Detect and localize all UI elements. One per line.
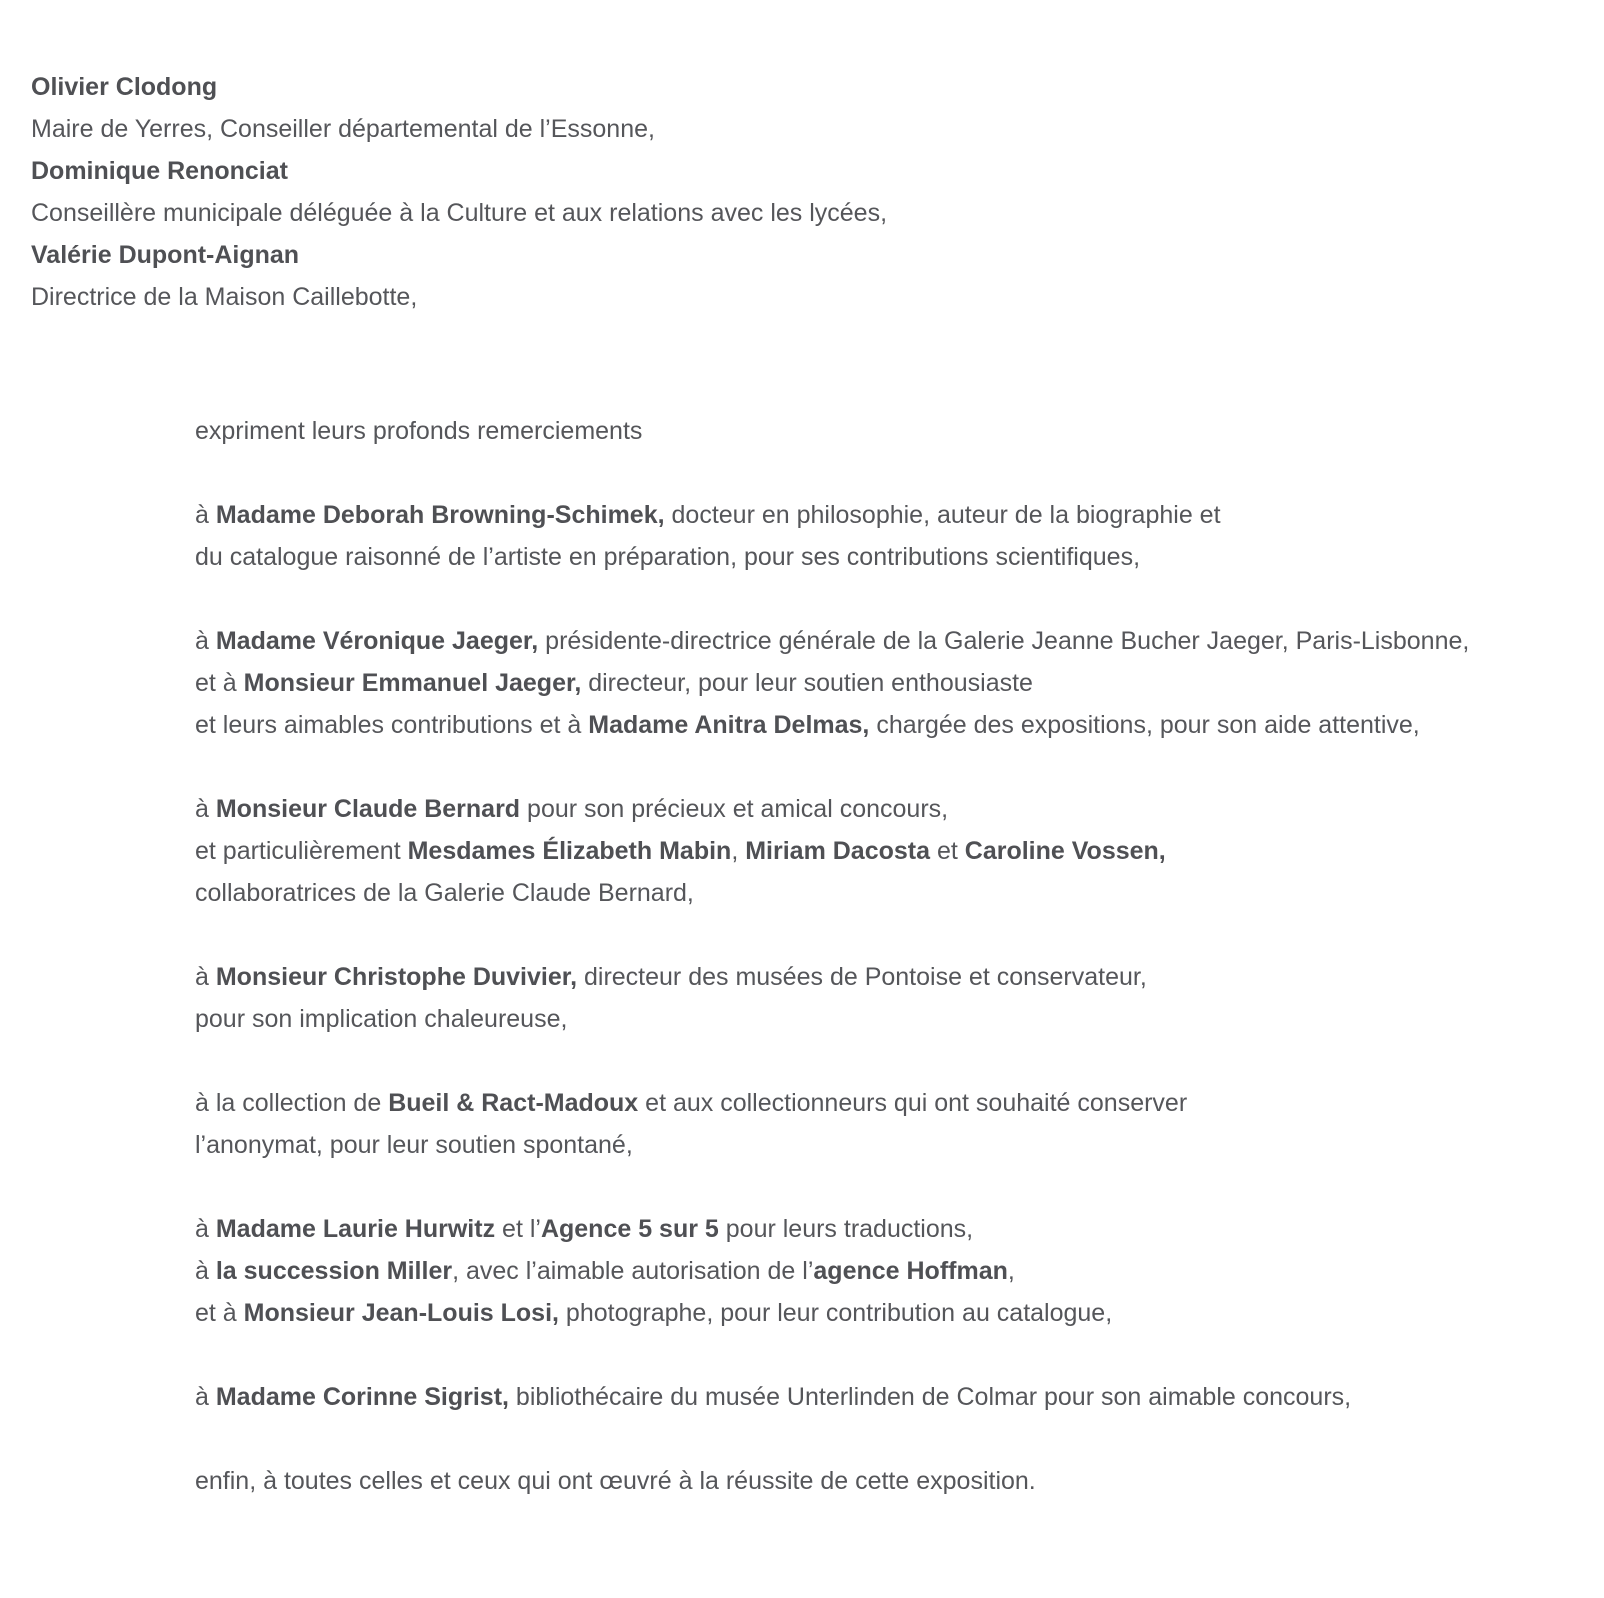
closing-paragraph [195, 1460, 1469, 1502]
paragraph-line: à Madame Véronique Jaeger, présidente-directrice générale de la Galerie Jeanne Bucher Jaeger, Paris-Lisbonne, [195, 627, 1470, 655]
person-name: Monsieur Emmanuel Jaeger, [243, 669, 582, 697]
paragraph-line: à Madame Laurie Hurwitz et l’Agence 5 sur 5 pour leurs traductions, [195, 1215, 974, 1243]
signer-role: Conseillère municipale déléguée à la Culture et aux relations avec les lycées, [31, 199, 888, 227]
agency-name: agence Hoffman [813, 1257, 1008, 1285]
paragraph-line: à Madame Corinne Sigrist, bibliothécaire du musée Unterlinden de Colmar pour son aimable concours, [195, 1383, 1352, 1411]
signer-role: Maire de Yerres, Conseiller départemental de l’Essonne, [31, 115, 655, 143]
intro-paragraph [195, 410, 1469, 452]
estate-name: la succession Miller [215, 1257, 453, 1285]
person-name: Madame Laurie Hurwitz [215, 1215, 496, 1243]
person-name: Monsieur Jean-Louis Losi, [243, 1299, 559, 1327]
paragraph-line: à la succession Miller, avec l’aimable autorisation de l’agence Hoffman, [195, 1257, 1015, 1285]
paragraph-line: à la collection de Bueil & Ract-Madoux et aux collectionneurs qui ont souhaité conserver [195, 1089, 1188, 1117]
paragraph-line: l’anonymat, pour leur soutien spontané, [195, 1131, 633, 1159]
thanks-paragraph-5 [195, 1082, 1469, 1166]
thanks-paragraph-3 [195, 788, 1469, 914]
paragraph-line: et à Monsieur Emmanuel Jaeger, directeur, pour leur soutien enthousiaste [195, 669, 1033, 697]
signer-role: Directrice de la Maison Caillebotte, [31, 283, 418, 311]
paragraph-line: du catalogue raisonné de l’artiste en préparation, pour ses contributions scientifiques, [195, 543, 1141, 571]
paragraph-line: et leurs aimables contributions et à Madame Anitra Delmas, chargée des expositions, pour son aide attentive, [195, 711, 1420, 739]
paragraph-line: à Madame Deborah Browning-Schimek, docteur en philosophie, auteur de la biographie et [195, 501, 1221, 529]
intro-text: expriment leurs profonds remerciements [195, 417, 643, 445]
person-name: Mesdames Élizabeth Mabin [407, 837, 732, 865]
person-name: Monsieur Claude Bernard [215, 795, 521, 823]
agency-name: Agence 5 sur 5 [540, 1215, 719, 1243]
thanks-paragraph-1 [195, 494, 1469, 578]
person-name: Miriam Dacosta [745, 837, 931, 865]
closing-text: enfin, à toutes celles et ceux qui ont œuvré à la réussite de cette exposition. [195, 1467, 1036, 1495]
signer-name: Dominique Renonciat [31, 157, 288, 185]
collection-name: Bueil & Ract-Madoux [388, 1089, 639, 1117]
paragraph-line: à Monsieur Christophe Duvivier, directeur des musées de Pontoise et conservateur, [195, 963, 1147, 991]
signer-name: Valérie Dupont-Aignan [31, 241, 300, 269]
paragraph-line: et particulièrement Mesdames Élizabeth Mabin, Miriam Dacosta et Caroline Vossen, [195, 837, 1166, 865]
thanks-paragraph-4 [195, 956, 1469, 1040]
person-name: Madame Anitra Delmas, [588, 711, 870, 739]
signers-block [31, 66, 887, 318]
person-name: Madame Véronique Jaeger, [215, 627, 539, 655]
person-name: Madame Deborah Browning-Schimek, [215, 501, 665, 529]
paragraph-line: pour son implication chaleureuse, [195, 1005, 568, 1033]
thanks-paragraph-6 [195, 1208, 1469, 1334]
signer-name: Olivier Clodong [31, 73, 218, 101]
person-name: Madame Corinne Sigrist, [215, 1383, 509, 1411]
person-name: Monsieur Christophe Duvivier, [215, 963, 578, 991]
thanks-paragraph-2 [195, 620, 1469, 746]
acknowledgements-body [195, 410, 1469, 1502]
person-name: Caroline Vossen, [964, 837, 1166, 865]
paragraph-line: à Monsieur Claude Bernard pour son précieux et amical concours, [195, 795, 949, 823]
paragraph-line: et à Monsieur Jean-Louis Losi, photographe, pour leur contribution au catalogue, [195, 1299, 1113, 1327]
paragraph-line: collaboratrices de la Galerie Claude Bernard, [195, 879, 694, 907]
thanks-paragraph-7 [195, 1376, 1469, 1418]
